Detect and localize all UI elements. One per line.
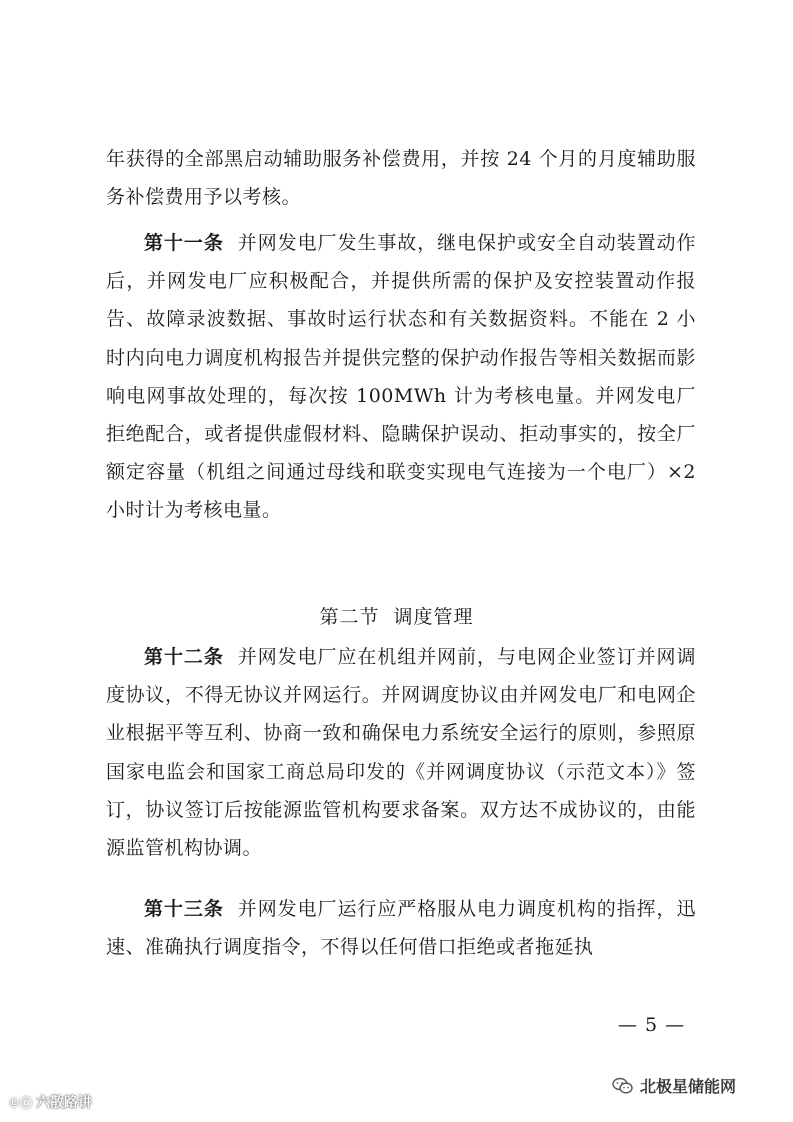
article-label: 第十一条 [144, 232, 224, 254]
article-label: 第十二条 [144, 646, 224, 668]
watermark-left [8, 1092, 92, 1112]
article-text: 并网发电厂应在机组并网前，与电网企业签订并网调度协议，不得无协议并网运行。并网调度协议由并网发电厂和电网企业根据平等互利、协商一致和确保电力系统安全运行的原则，参照原国家电监会和国家工商总局印发的《并网调度协议（示范文本）》签订，协议签订后按能源监管机构要求备案。双方达不成协议的，由能源监管机构协调。 [106, 646, 696, 860]
section-title: 调度管理 [393, 606, 474, 628]
paragraph-text: 年获得的全部黑启动辅助服务补偿费用，并按 24 个月的月度辅助服务补偿费用予以考核。 [106, 148, 696, 209]
watermark-left-text: 六散路讲 [36, 1095, 93, 1111]
article-text: 并网发电厂运行应严格服从电力调度机构的指挥，迅速、准确执行调度指令，不得以任何借口拒绝或者拖延执 [106, 898, 696, 959]
wechat-icon [612, 1077, 634, 1095]
article-11 [106, 224, 696, 530]
section-number: 第二节 [319, 606, 380, 628]
watermark-right [612, 1074, 736, 1097]
watermark-right-text: 北极星储能网 [640, 1077, 737, 1096]
article-13 [106, 890, 696, 966]
article-text: 并网发电厂发生事故，继电保护或安全自动装置动作后，并网发电厂应积极配合，并提供所需的保护及安控装置动作报告、故障录波数据、事故时运行状态和有关数据资料。不能在 2 小时内向电力调度机构报告并提供完整的保护动作报告等相关数据而影响电网事故处理的，每次按 100MWh 计为考核电量。并网发电厂拒绝配合，或者提供虚假材料、隐瞒保护误动、拒动事实的，按全厂额定容量（机组之间通过母线和联变实现电气连接为一个电厂）×2 小时计为考核电量。 [106, 232, 696, 522]
article-label: 第十三条 [144, 898, 224, 920]
article-12 [106, 638, 696, 867]
watermark-logo: ©ⓒ [8, 1095, 33, 1110]
paragraph-continuation [106, 140, 696, 216]
section-heading [0, 602, 793, 629]
page-number: — 5 — [618, 1014, 686, 1036]
